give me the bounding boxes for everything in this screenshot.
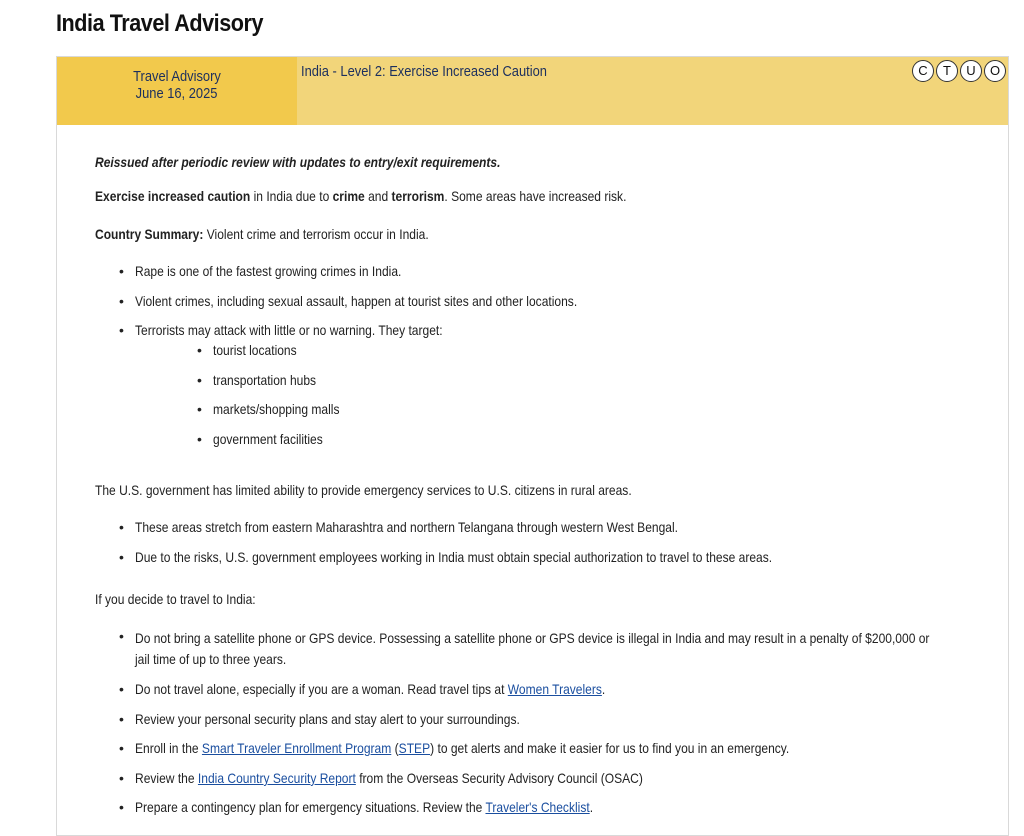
terrorism-indicator-icon[interactable]: T [936, 60, 958, 82]
step-link[interactable]: STEP [398, 740, 431, 756]
intro-paragraph: Exercise increased caution in India due to crime and terrorism. Some areas have increased risk. [95, 188, 627, 204]
advisory-label: Travel Advisory [133, 68, 221, 85]
advisory-box [56, 56, 1009, 836]
list-item: • Violent crimes, including sexual assault, happen at tourist sites and other locations. [135, 293, 649, 309]
sub-list-item: • government facilities [213, 431, 341, 447]
list-item: • Terrorists may attack with little or no warning. They target: [135, 322, 493, 338]
sub-list-item: • tourist locations [213, 342, 310, 358]
advisory-level: India - Level 2: Exercise Increased Caution [301, 63, 547, 80]
crime-indicator-icon[interactable]: C [912, 60, 934, 82]
advisory-header [57, 57, 1008, 125]
other-indicator-icon[interactable]: O [984, 60, 1006, 82]
list-item: • These areas stretch from eastern Maharashtra and northern Telangana through western West Bengal. [135, 519, 766, 535]
list-item: • Do not travel alone, especially if you are a woman. Read travel tips at Women Travelers. [135, 681, 682, 697]
list-item: • Review your personal security plans and stay alert to your surroundings. [135, 711, 582, 727]
security-report-link[interactable]: India Country Security Report [197, 770, 356, 786]
step-program-link[interactable]: Smart Traveler Enrollment Program [201, 740, 392, 756]
rural-paragraph: The U.S. government has limited ability to provide emergency services to U.S. citizens in rural areas. [95, 482, 632, 498]
list-item: • Rape is one of the fastest growing crimes in India. [135, 263, 445, 279]
travelers-checklist-link[interactable]: Traveler's Checklist [485, 799, 590, 815]
unrest-indicator-icon[interactable]: U [960, 60, 982, 82]
list-item: • Due to the risks, U.S. government employees working in India must obtain special authorization to travel to these areas. [135, 549, 876, 565]
sub-list-item: • markets/shopping malls [213, 401, 360, 417]
list-item: • Do not bring a satellite phone or GPS device. Possessing a satellite phone or GPS device is illegal in India and may result in a penalty of $200,000 or jail time of up to three years. [135, 628, 1024, 670]
travel-paragraph: If you decide to travel to India: [95, 591, 256, 607]
page-title: India Travel Advisory [56, 10, 264, 37]
advisory-date-panel [57, 57, 297, 125]
sub-list-item: • transportation hubs [213, 372, 333, 388]
list-item: • Enroll in the Smart Traveler Enrollment Program (STEP) to get alerts and make it easier for us to find you in an emergency. [135, 740, 896, 756]
reissued-note: Reissued after periodic review with updates to entry/exit requirements. [95, 154, 501, 170]
advisory-date: June 16, 2025 [136, 85, 218, 102]
women-travelers-link[interactable]: Women Travelers [507, 681, 602, 697]
country-summary: Country Summary: Violent crime and terrorism occur in India. [95, 226, 429, 242]
list-item: • Prepare a contingency plan for emergency situations. Review the Traveler's Checklist. [135, 799, 668, 815]
risk-indicators [912, 60, 1006, 82]
list-item: • Review the India Country Security Report from the Overseas Security Advisory Council (OSAC) [135, 770, 726, 786]
